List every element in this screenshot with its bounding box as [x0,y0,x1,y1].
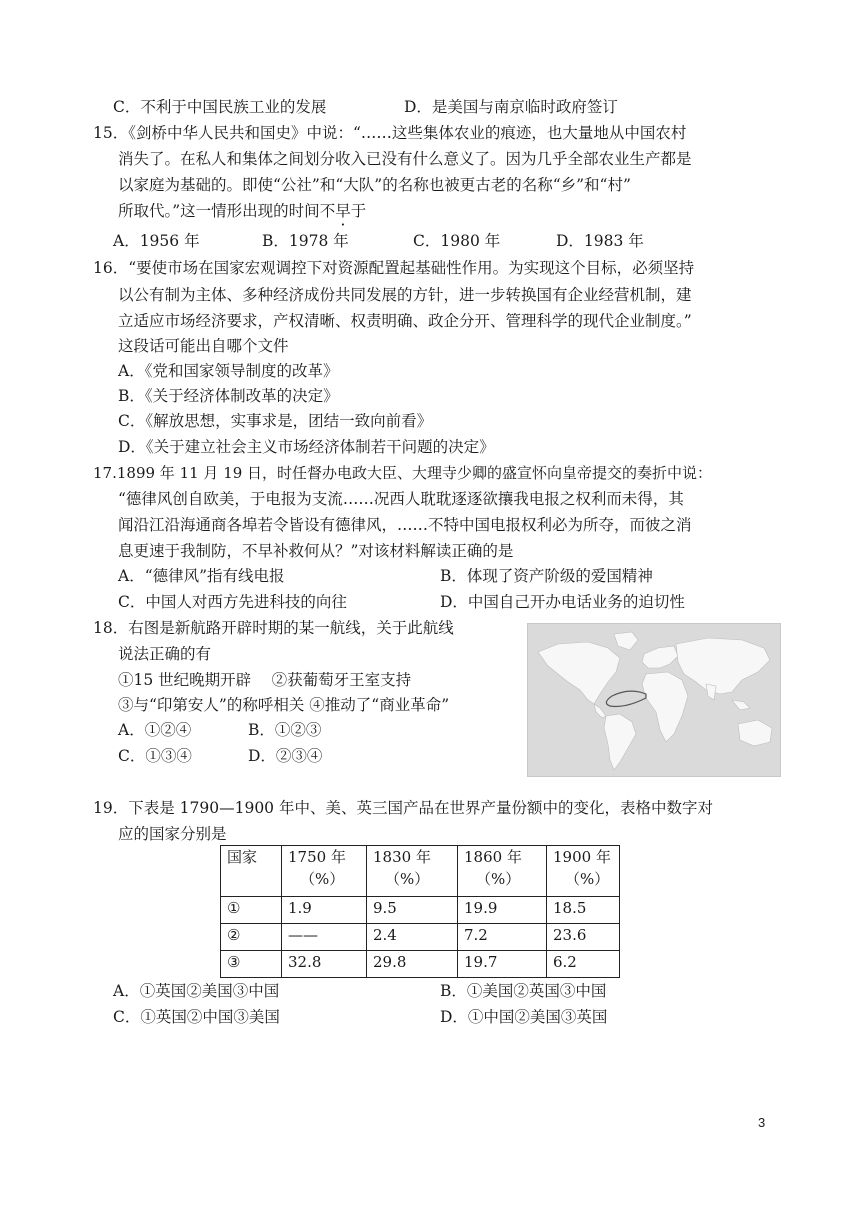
table-row [221,951,620,978]
page-number: 3 [758,1115,766,1130]
header-year: 1750 年 [288,848,346,866]
q14-option-d: D．是美国与南京临时政府签订 [404,98,618,116]
table-cell: 29.8 [367,951,458,978]
q18-option-b: B．①②③ [248,721,322,739]
q17-option-c: C．中国人对西方先进科技的向往 [118,593,347,611]
q15-stem-line2: 消失了。在私人和集体之间划分收入已没有什么意义了。因为几乎全部农业生产都是 [118,150,692,168]
q16-stem-line3: 立适应市场经济要求，产权清晰、权责明确、政企分开、管理科学的现代企业制度。” [118,312,692,330]
header-unit: （%） [385,870,430,888]
q15-stem-line1: 15．《剑桥中华人民共和国史》中说：“……这些集体农业的痕迹，也大量地从中国农村 [93,124,687,142]
table-row [221,924,620,951]
table-header-cell [458,846,547,897]
q19-option-b: B．①美国②英国③中国 [440,982,607,1000]
table-cell: 18.5 [547,897,620,924]
table-cell: 32.8 [282,951,367,978]
q18-stem-line2: 说法正确的有 [118,645,212,663]
header-unit: （%） [565,870,610,888]
q14-option-c: C．不利于中国民族工业的发展 [113,98,327,116]
world-map-figure [527,623,781,777]
q18-option-c: C．①③④ [118,747,192,765]
table-cell: 2.4 [367,924,458,951]
q18-stem-line1: 18．右图是新航路开辟时期的某一航线，关于此航线 [93,619,454,637]
production-share-table [220,845,620,978]
table-cell: —— [282,924,367,951]
header-year: 1860 年 [464,848,522,866]
table-header-cell [367,846,458,897]
q16-stem-line1: 16．“要使市场在国家宏观调控下对资源配置起基础性作用。为实现这个目标，必须坚持 [93,259,695,277]
header-unit: （%） [476,870,521,888]
table-cell: 7.2 [458,924,547,951]
table-header-cell [547,846,620,897]
q17-stem-line4: 息更速于我制防，不早补救何从？”对该材料解读正确的是 [118,542,514,560]
table-header-cell [282,846,367,897]
q15-emphasis: 不早于 [319,202,367,220]
table-cell: ② [221,924,282,951]
table-cell: 19.9 [458,897,547,924]
q16-option-a: A．《党和国家领导制度的改革》 [118,362,339,380]
q16-option-d: D．《关于建立社会主义市场经济体制若干问题的决定》 [118,438,495,456]
q17-stem-line2: “德律风创自欧美，于电报为支流……况西人耽耽逐逐欲攘我电报之权利而未得，其 [118,490,684,508]
q16-option-c: C．《解放思想，实事求是，团结一致向前看》 [118,412,433,430]
q17-stem-line3: 闻沿江沿海通商各埠若令皆设有德律风，……不特中国电报权利必为所夺，而彼之消 [118,516,692,534]
q15-option-c: C．1980 年 [413,232,501,250]
header-unit: （%） [300,870,345,888]
q16-stem-line2: 以公有制为主体、多种经济成份共同发展的方针，进一步转换国有企业经营机制，建 [118,286,692,304]
q16-option-b: B．《关于经济体制改革的决定》 [118,387,339,405]
world-map-route-image [528,624,780,776]
q19-stem-line1: 19．下表是 1790—1900 年中、美、英三国产品在世界产量份额中的变化，表格中数字对 [93,799,713,817]
table-cell: 19.7 [458,951,547,978]
q17-option-a: A．“德律风”指有线电报 [118,567,285,585]
q15-stem-line4 [118,200,366,222]
table-cell: ③ [221,951,282,978]
q18-statements-line2: ③与“印第安人”的称呼相关 ④推动了“商业革命” [118,696,450,714]
q15-option-d: D．1983 年 [556,232,644,250]
q17-option-d: D．中国自己开办电话业务的迫切性 [440,593,685,611]
header-country: 国家 [227,848,258,866]
q18-statements-line1: ①15 世纪晚期开辟 ②获葡萄牙王室支持 [118,671,412,689]
table-cell: 9.5 [367,897,458,924]
q16-stem-line4: 这段话可能出自哪个文件 [118,337,289,355]
table-cell: 1.9 [282,897,367,924]
q15-stem-line3: 以家庭为基础的。即使“公社”和“大队”的名称也被更古老的名称“乡”和“村” [118,176,631,194]
q15-option-a: A．1956 年 [113,232,200,250]
q17-stem-line1: 17.1899 年 11 月 19 日，时任督办电政大臣、大理寺少卿的盛宣怀向皇帝提交的奏折中说： [93,464,713,482]
table-row [221,897,620,924]
q18-option-d: D．②③④ [248,747,323,765]
q19-option-a: A．①英国②美国③中国 [113,982,280,1000]
header-year: 1900 年 [553,848,611,866]
q19-option-c: C．①英国②中国③美国 [113,1008,280,1026]
q17-option-b: B．体现了资产阶级的爱国精神 [440,567,653,585]
q19-stem-line2: 应的国家分别是 [118,825,227,843]
table-header-row [221,846,620,897]
table-cell: 23.6 [547,924,620,951]
q18-option-a: A．①②④ [118,721,192,739]
q19-option-d: D．①中国②美国③英国 [440,1008,608,1026]
header-year: 1830 年 [373,848,431,866]
table-header-cell [221,846,282,897]
table-cell: ① [221,897,282,924]
table-cell: 6.2 [547,951,620,978]
q15-option-b: B．1978 年 [262,232,349,250]
q15-stem-line4-text: 所取代。”这一情形出现的时间 [118,202,320,220]
